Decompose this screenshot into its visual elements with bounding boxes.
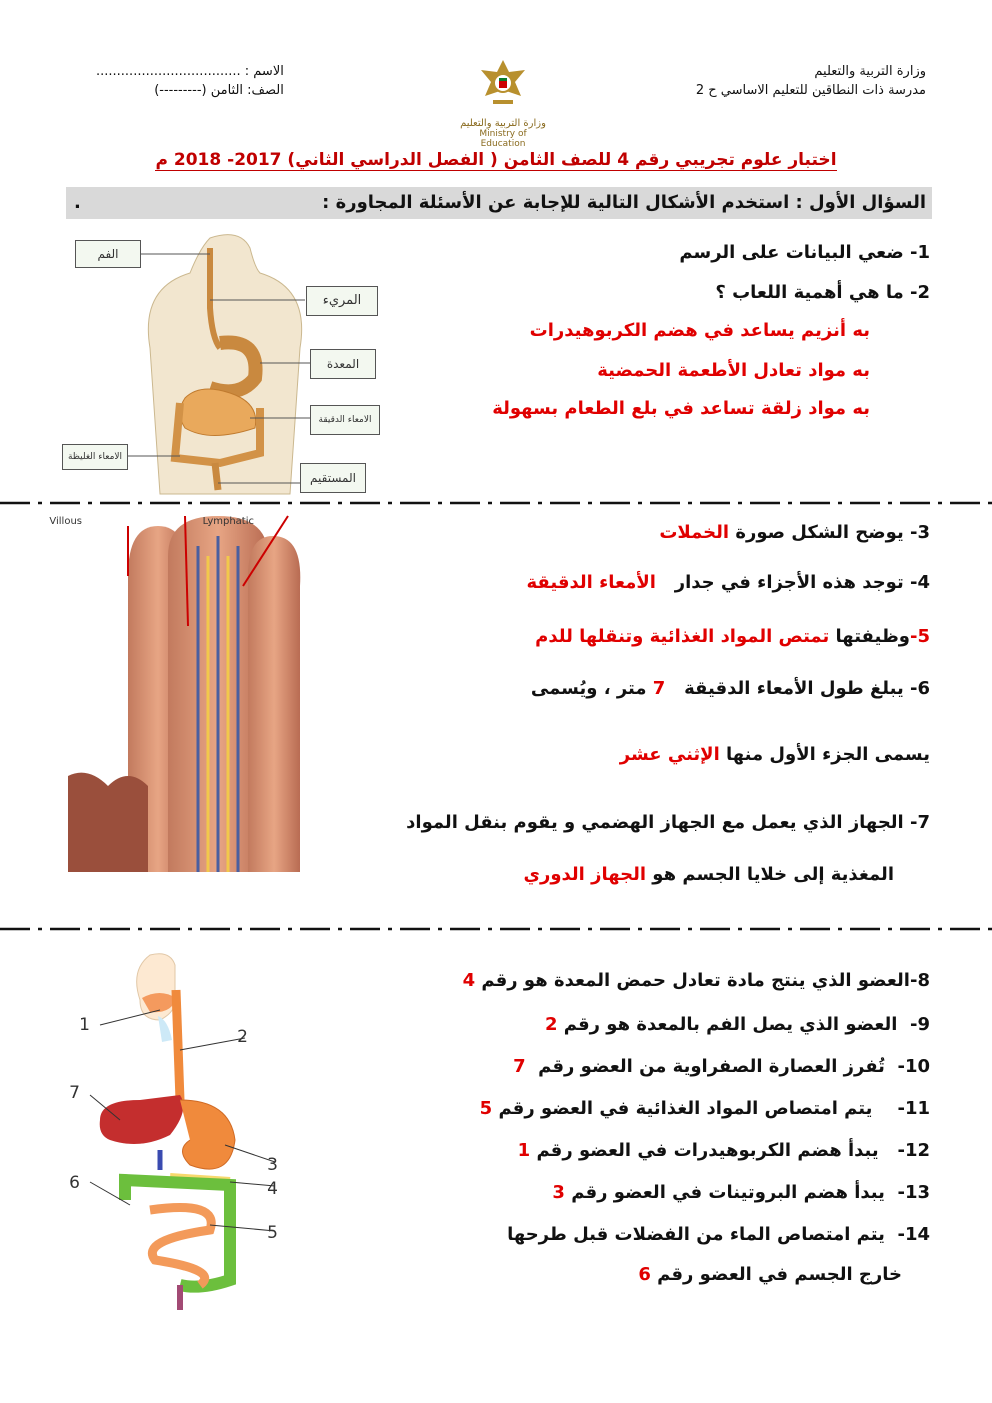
q9-line: 9- العضو الذي يصل الفم بالمعدة هو رقم 2 <box>544 1014 930 1035</box>
label-esophagus: المريء <box>306 286 378 316</box>
diagram-number-7: 7 <box>69 1083 80 1103</box>
question-heading-bar <box>66 187 932 219</box>
q14-line: 14- يتم امتصاص الماء من الفضلات قبل طرحها <box>507 1224 930 1245</box>
student-name-line: الاسم : ................................... <box>96 64 284 79</box>
q2-answer-1: به أنزيم يساعد في هضم الكربوهيدرات <box>529 320 870 341</box>
school-name: مدرسة ذات النطاقين للتعليم الاساسي ح 2 <box>695 83 926 98</box>
question-heading-dot: . <box>74 192 81 213</box>
q3-line: 3- يوضح الشكل صورة الخملات <box>659 522 930 543</box>
label-large-intestine: الامعاء الغليظة <box>62 444 128 470</box>
q6b-answer: الإثني عشر <box>619 744 720 765</box>
q13-line: 13- يبدأ هضم البروتينات في العضو رقم 3 <box>552 1182 930 1203</box>
caption-lymphatic: Lymphatic <box>202 516 254 527</box>
q1-text: 1- ضعي البيانات على الرسم <box>679 242 930 263</box>
q12-line: 12- يبدأ هضم الكربوهيدرات في العضو رقم 1 <box>517 1140 930 1161</box>
q5-line: 5-وظيفتها تمتص المواد الغذائية وتنقلها للدم <box>535 626 930 647</box>
q14-line2: خارج الجسم في العضو رقم 6 <box>638 1264 902 1285</box>
ministry-name: وزارة التربية والتعليم <box>814 64 926 79</box>
q6-answer: 7 <box>652 678 666 699</box>
ministry-logo <box>458 56 548 149</box>
diagram-number-1: 1 <box>79 1015 90 1035</box>
q4-line: 4- توجد هذه الأجزاء في جدار الأمعاء الدقيقة <box>526 572 930 593</box>
diagram-number-6: 6 <box>69 1173 80 1193</box>
q13-answer: 3 <box>552 1182 565 1203</box>
q2-answer-3: به مواد زلقة تساعد في بلع الطعام بسهولة <box>492 398 870 419</box>
school-header <box>696 62 926 100</box>
diagram-number-5: 5 <box>267 1223 278 1243</box>
label-stomach: المعدة <box>310 349 376 379</box>
exam-title: اختبار علوم تجريبي رقم 4 للصف الثامن ( الفصل الدراسي الثاني) 2017- 2018 م <box>155 150 837 170</box>
q8-line: 8-العضو الذي ينتج مادة تعادل حمض المعدة هو رقم 4 <box>462 970 930 991</box>
section-divider <box>0 926 992 932</box>
logo-english-text: Ministry of Education <box>479 129 527 149</box>
q14-answer: 6 <box>638 1264 651 1285</box>
q6-line: 6- يبلغ طول الأمعاء الدقيقة 7 متر ، ويُسمى <box>530 678 930 699</box>
q8-answer: 4 <box>462 970 476 991</box>
digestive-system-diagram <box>69 950 300 1310</box>
q11-line: 11- يتم امتصاص المواد الغذائية في العضو رقم 5 <box>479 1098 930 1119</box>
q3-answer: الخملات <box>659 522 730 543</box>
q4-answer: الأمعاء الدقيقة <box>526 572 656 593</box>
label-small-intestine: الامعاء الدقيقة <box>310 405 380 435</box>
villi-diagram <box>49 516 308 872</box>
diagram-number-3: 3 <box>267 1155 278 1175</box>
q10-line: 10- تُفرز العصارة الصفراوية من العضو رقم 7 <box>513 1056 930 1077</box>
q7-answer: الجهاز الدوري <box>523 864 647 885</box>
question-heading: السؤال الأول : استخدم الأشكال التالية للإجابة عن الأسئلة المجاورة : <box>322 192 926 213</box>
label-rectum: المستقيم <box>300 463 366 493</box>
q7-line2: المغذية إلى خلايا الجسم هو الجهاز الدوري <box>523 864 894 885</box>
q5-answer: تمتص المواد الغذائية وتنقلها للدم <box>535 626 830 647</box>
q2-text: 2- ما هي أهمية اللعاب ؟ <box>715 282 930 303</box>
student-info <box>96 62 284 100</box>
q12-answer: 1 <box>517 1140 531 1161</box>
section-divider <box>0 500 992 506</box>
diagram-number-4: 4 <box>267 1179 278 1199</box>
q6b-line: يسمى الجزء الأول منها الإثني عشر <box>619 744 930 765</box>
caption-villous: Villous <box>49 516 82 527</box>
falcon-emblem-icon <box>475 56 531 112</box>
grade-line: الصف: الثامن (---------) <box>154 83 284 98</box>
label-mouth: الفم <box>75 240 141 268</box>
q2-answer-2: به مواد تعادل الأطعمة الحمضية <box>597 360 870 381</box>
q11-answer: 5 <box>479 1098 493 1119</box>
q9-answer: 2 <box>544 1014 558 1035</box>
logo-arabic-text: وزارة التربية والتعليم <box>460 118 546 129</box>
diagram-number-2: 2 <box>237 1027 248 1047</box>
q10-answer: 7 <box>513 1056 526 1077</box>
q7-line1: 7- الجهاز الذي يعمل مع الجهاز الهضمي و يقوم بنقل المواد <box>406 812 930 833</box>
